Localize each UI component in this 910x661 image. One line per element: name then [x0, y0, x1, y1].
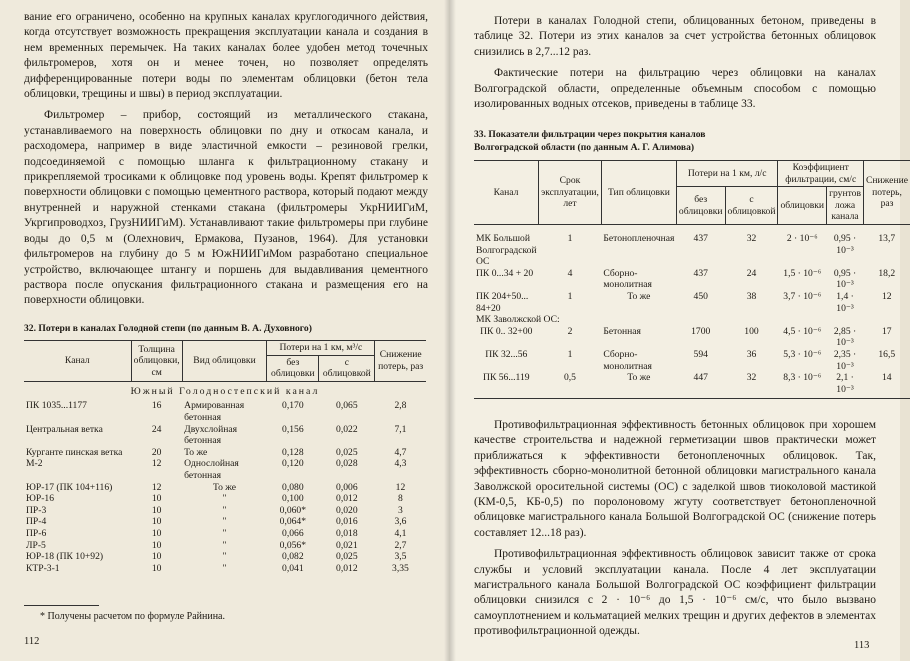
- paragraph: Противофильтрационная эффективность облицовок зависит также от срока службы и условий эксплуатации канала. После 4 лет эксплуатации магистрального канала Большой Волгоградской ОС коэффициент фильтрации облицовки снизился с 2 · 10⁻⁶ до 1,5 · 10⁻⁶ см/с, что было вызвано самоуплотнением и кольматацией мелких трещин и других дефектов в элементах противофильтрационной одежды.: [474, 548, 876, 638]
- table-row: [24, 540, 426, 552]
- cell-thickness: 10: [151, 527, 162, 539]
- cell-thickness: 10: [151, 504, 162, 516]
- table-row: [474, 268, 910, 291]
- cell-reduction: 12: [395, 481, 406, 493]
- right-body-text-bottom: [474, 418, 876, 640]
- cell-without: 0,041: [282, 562, 304, 574]
- column-header-soil: грунтов ложа канала: [827, 187, 864, 225]
- table-row: [24, 505, 426, 517]
- cell-coef-soil: 2,1 · 10⁻³: [827, 372, 864, 399]
- cell-reduction: 18,2: [878, 267, 896, 279]
- cell-term: 2: [567, 325, 573, 337]
- cell-canal: ПК 0.. 32+00: [480, 325, 533, 337]
- cell-type: То же: [627, 290, 651, 302]
- cell-reduction: 4,1: [394, 527, 407, 539]
- cell-canal: ПК 204+50... 84+20: [476, 290, 529, 314]
- cell-without: 437: [693, 232, 708, 244]
- cell-with: 0,025: [336, 446, 358, 458]
- left-body-text: [24, 10, 428, 309]
- column-header-canal: Канал: [24, 341, 131, 382]
- column-header-reduction: Снижение потерь, раз: [375, 341, 426, 382]
- cell-with: 0,021: [336, 539, 358, 551]
- column-header-type: Вид облицовки: [182, 341, 267, 382]
- table-row: [474, 326, 910, 349]
- paragraph: Противофильтрационная эффективность бетонных облицовок при хорошем качестве строительства и надежной герметизации швов практически может приближаться к эффективности бетонопленочных облицовок. Так, эффективность сборно-монолитной бетонной облицовки магистрального канала Заволжской оросительной системы (ОС) с заделкой швов тиоколовой мастикой (КМ-0,5, КБ-0,5) по поролоновому жгуту соответствует бетонопленочной облицовке магистрального канала Большой Волгоградской ОС (снижение потерь составляет 12...18 раз).: [474, 419, 876, 539]
- cell-canal: КТР-3-1: [26, 562, 60, 574]
- cell-canal: ЛР-5: [26, 539, 46, 551]
- table-row: [24, 458, 426, 481]
- cell-with: 0,028: [336, 458, 358, 470]
- cell-without: 0,100: [282, 493, 304, 505]
- cell-coef-soil: 1,4 · 10⁻³: [836, 290, 854, 314]
- table-33-caption-line: Волгоградской области (по данным А. Г. Алимова): [474, 142, 695, 153]
- table-row: [24, 516, 426, 528]
- cell-without: 450: [693, 290, 708, 302]
- cell-type: ": [222, 527, 227, 539]
- paragraph: Потери в каналах Голодной степи, облицованных бетоном, приведены в таблице 32. Потери из этих каналов за счет устройства бетонных облицовок снизились в 2,7...12 раз.: [474, 15, 876, 58]
- cell-reduction: 7,1: [394, 423, 407, 435]
- cell-canal: ПК 0...34 + 20: [476, 267, 534, 279]
- cell-with: 0,012: [336, 493, 358, 505]
- cell-coef-lining: 3,7 · 10⁻⁶: [783, 290, 822, 302]
- table-row: [24, 400, 426, 423]
- cell-thickness: 10: [151, 539, 162, 551]
- cell-coef-lining: 2 · 10⁻⁶: [786, 232, 818, 244]
- cell-reduction: 2,7: [394, 539, 407, 551]
- cell-term: 0,5: [539, 372, 602, 399]
- cell-canal: ПР-4: [26, 516, 47, 528]
- table-row: [474, 349, 910, 372]
- book-gutter: [444, 0, 456, 661]
- right-page: [450, 0, 908, 661]
- cell-type: ": [222, 551, 227, 563]
- cell-without: 0,156: [282, 423, 304, 435]
- cell-thickness: 12: [151, 458, 162, 470]
- cell-thickness: 20: [151, 446, 162, 458]
- column-header-term: Срок эксплуатации, лет: [539, 161, 602, 225]
- cell-without: 0,064*: [279, 516, 307, 528]
- table-33-caption: [474, 128, 705, 154]
- cell-reduction: 4,3: [394, 458, 407, 470]
- paragraph: Фактические потери на фильтрацию через облицовки на каналах Волгоградской области, определенные объемным способом с помощью изолированных водных отсеков, приведены в таблице 33.: [474, 67, 876, 111]
- cell-canal: МК Большой Волгоградской ОС: [476, 232, 537, 268]
- page-number: 112: [24, 636, 40, 647]
- paragraph: вание его ограничено, особенно на крупных каналах круглогодичного действия, когда отсутствует возможность прекращения эксплуатации канала и создания в нем временных перемычек. На таких каналах более удобен метод точечных фильтромеров, хотя он и менее точен, но позволяет определять дифференцированные потери воды по элементам облицовки (бетон тела облицовки, трещины и швы) в период эксплуатации.: [24, 11, 428, 101]
- cell-canal: Курганте пинская ветка: [26, 446, 123, 458]
- left-page: [0, 0, 450, 661]
- table-32-caption: 32. Потери в каналах Голодной степи (по данным В. А. Духовного): [24, 323, 312, 334]
- cell-with: 0,025: [336, 551, 358, 563]
- cell-with: 0,020: [336, 504, 358, 516]
- cell-canal: ПР-6: [26, 527, 47, 539]
- cell-type: То же: [184, 446, 208, 458]
- cell-thickness: 12: [151, 481, 162, 493]
- table-row: [24, 551, 426, 563]
- cell-reduction: 12: [881, 290, 892, 302]
- cell-canal-group: МК Заволжской ОС:: [476, 314, 560, 326]
- cell-type: Двухслойная бетонная: [184, 423, 238, 447]
- cell-thickness: 10: [151, 562, 162, 574]
- footnote-rule: [24, 605, 99, 606]
- cell-type: Армированная бетонная: [184, 400, 245, 423]
- cell-canal: Центральная ветка: [26, 423, 103, 435]
- cell-type: То же: [601, 372, 676, 399]
- column-header-with: с облицовкой: [319, 355, 375, 381]
- table-row: [24, 528, 426, 540]
- column-header-without: без облицовки: [267, 355, 319, 381]
- cell-reduction: 3,6: [394, 516, 407, 528]
- table-row: [24, 493, 426, 505]
- column-header-with: с облицовкой: [725, 187, 778, 225]
- cell-thickness: 16: [151, 400, 162, 412]
- cell-canal: ЮР-18 (ПК 10+92): [26, 551, 104, 563]
- cell-type: Однослойная бетонная: [184, 458, 239, 481]
- cell-type: ": [222, 562, 227, 574]
- cell-thickness: 10: [151, 493, 162, 505]
- cell-type: Бетонопленочная: [603, 232, 675, 244]
- cell-canal: ПК 32...56: [485, 348, 528, 360]
- column-header-type: Тип облицовки: [601, 161, 676, 225]
- cell-coef-lining: 5,3 · 10⁻⁶: [783, 348, 822, 360]
- cell-type: Сборно-монолитная: [603, 348, 652, 372]
- cell-without: 0,080: [282, 481, 304, 493]
- table-row: [24, 563, 426, 575]
- table-row: [474, 314, 910, 326]
- table-33: [474, 160, 910, 399]
- cell-reduction: 4,7: [394, 446, 407, 458]
- cell-canal: ЮР-16: [26, 493, 54, 505]
- table-row: [474, 224, 910, 267]
- paragraph: Фильтромер – прибор, состоящий из металлического стакана, устанавливаемого на поверхность облицовки по дну и откосам канала, и расходомера, например в виде эластичной емкости – резиновой грелки, подсоединяемой с помощью шланга к фильтрационному стакану и прикрепляемой тросиками к облицовке под уровень воды. Крепят фильтромер к поверхности облицовки с помощью цементного раствора, который подают между внутренней и наружной стенками стакана (фильтромеры УкрНИИГиМ, Укргипроводхоз, ГрузНИИГиМ). Устанавливают такие фильтромеры при глубине воды до 0,5 м (Олехнович, Ермакова, Пузанов, 1964). Для установки фильтромеров на глубину до 5 м ЮжНИИГиМом разработано специальное устройство, включающее штангу и поршень для выдавливания цементного раствора после опускания фильтрационного стакана и размещения его на поверхности облицовки.: [24, 109, 428, 307]
- cell-coef-lining: 4,5 · 10⁻⁶: [783, 325, 822, 337]
- cell-without: 437: [693, 267, 708, 279]
- cell-canal: М-2: [26, 458, 43, 470]
- cell-reduction: 13,7: [878, 232, 896, 244]
- cell-without: 0,170: [282, 400, 304, 412]
- cell-canal: ЮР-17 (ПК 104+116): [26, 481, 113, 493]
- cell-with: 36: [746, 348, 757, 360]
- cell-coef-soil: 0,95 · 10⁻³: [833, 232, 857, 256]
- cell-thickness: 10: [151, 551, 162, 563]
- cell-reduction: 3,5: [394, 551, 407, 563]
- cell-reduction: 2,8: [394, 400, 407, 412]
- table-row: [24, 482, 426, 494]
- column-header-canal: Канал: [474, 161, 539, 225]
- cell-without: 0,060*: [279, 504, 307, 516]
- cell-type: ": [222, 539, 227, 551]
- cell-reduction: 17: [881, 325, 892, 337]
- cell-coef-soil: 2,35 · 10⁻³: [833, 348, 857, 372]
- column-header-loss: Потери на 1 км, м³/с: [267, 341, 375, 356]
- cell-type: ": [222, 493, 227, 505]
- cell-with: 24: [746, 267, 757, 279]
- cell-with: 0,022: [336, 423, 358, 435]
- cell-canal: ПР-3: [26, 504, 47, 516]
- column-header-reduction: Снижение потерь, раз: [864, 161, 910, 225]
- cell-coef-lining: 8,3 · 10⁻⁶: [778, 372, 827, 399]
- cell-thickness: 24: [151, 423, 162, 435]
- cell-without: 0,082: [282, 551, 304, 563]
- table-row: [474, 372, 910, 399]
- table-row: [24, 424, 426, 447]
- cell-reduction: 3,35: [392, 562, 409, 574]
- table-33-caption-line: 33. Показатели фильтрации через покрытия каналов: [474, 129, 706, 140]
- footnote: * Получены расчетом по формуле Райнина.: [40, 611, 225, 622]
- cell-canal: ПК 1035...1177: [26, 400, 87, 412]
- cell-without: 594: [693, 348, 708, 360]
- cell-with: 100: [744, 325, 759, 337]
- cell-with: 0,006: [336, 481, 358, 493]
- cell-coef-soil: 0,95 · 10⁻³: [833, 267, 857, 291]
- cell-without: 1700: [691, 325, 711, 337]
- cell-with: 38: [746, 290, 757, 302]
- cell-coef-soil: 2,85 · 10⁻³: [833, 325, 857, 349]
- cell-without: 447: [676, 372, 725, 399]
- cell-without: 0,120: [282, 458, 304, 470]
- cell-with: 32: [746, 232, 757, 244]
- table-32-section: Южный Голодностепский канал: [130, 385, 320, 397]
- table-row: [24, 447, 426, 459]
- table-32: [24, 340, 426, 574]
- cell-type: ": [222, 516, 227, 528]
- cell-type: ": [222, 504, 227, 516]
- cell-without: 0,056*: [279, 539, 307, 551]
- cell-term: 1: [567, 290, 573, 302]
- cell-with: 32: [725, 372, 778, 399]
- column-header-coefficient: Коэффициент фильтрации, см/с: [778, 161, 864, 187]
- page-number: 113: [854, 640, 870, 651]
- cell-with: 0,012: [336, 562, 358, 574]
- cell-term: 1: [567, 232, 573, 244]
- cell-reduction: 14: [864, 372, 910, 399]
- column-header-lining: облицовки: [778, 187, 827, 225]
- cell-thickness: 10: [151, 516, 162, 528]
- cell-coef-lining: 1,5 · 10⁻⁶: [783, 267, 822, 279]
- cell-with: 0,018: [336, 527, 358, 539]
- cell-type: Бетонная: [603, 325, 641, 337]
- cell-term: 1: [567, 348, 573, 360]
- cell-without: 0,128: [282, 446, 304, 458]
- cell-with: 0,065: [336, 400, 358, 412]
- table-row: [474, 291, 910, 314]
- cell-term: 4: [567, 267, 573, 279]
- column-header-without: без облицовки: [676, 187, 725, 225]
- column-header-loss: Потери на 1 км, л/с: [676, 161, 778, 187]
- cell-type: То же: [212, 481, 237, 493]
- cell-reduction: 16,5: [878, 348, 896, 360]
- right-body-text-top: [474, 14, 876, 112]
- cell-type: Сборно-монолитная: [603, 267, 652, 291]
- cell-with: 0,016: [336, 516, 358, 528]
- cell-reduction: 3: [398, 504, 403, 516]
- cell-canal: ПК 56...119: [474, 372, 539, 399]
- cell-reduction: 8: [398, 493, 403, 505]
- cell-without: 0,066: [282, 527, 304, 539]
- column-header-thickness: Толщина облицовки, см: [131, 341, 182, 382]
